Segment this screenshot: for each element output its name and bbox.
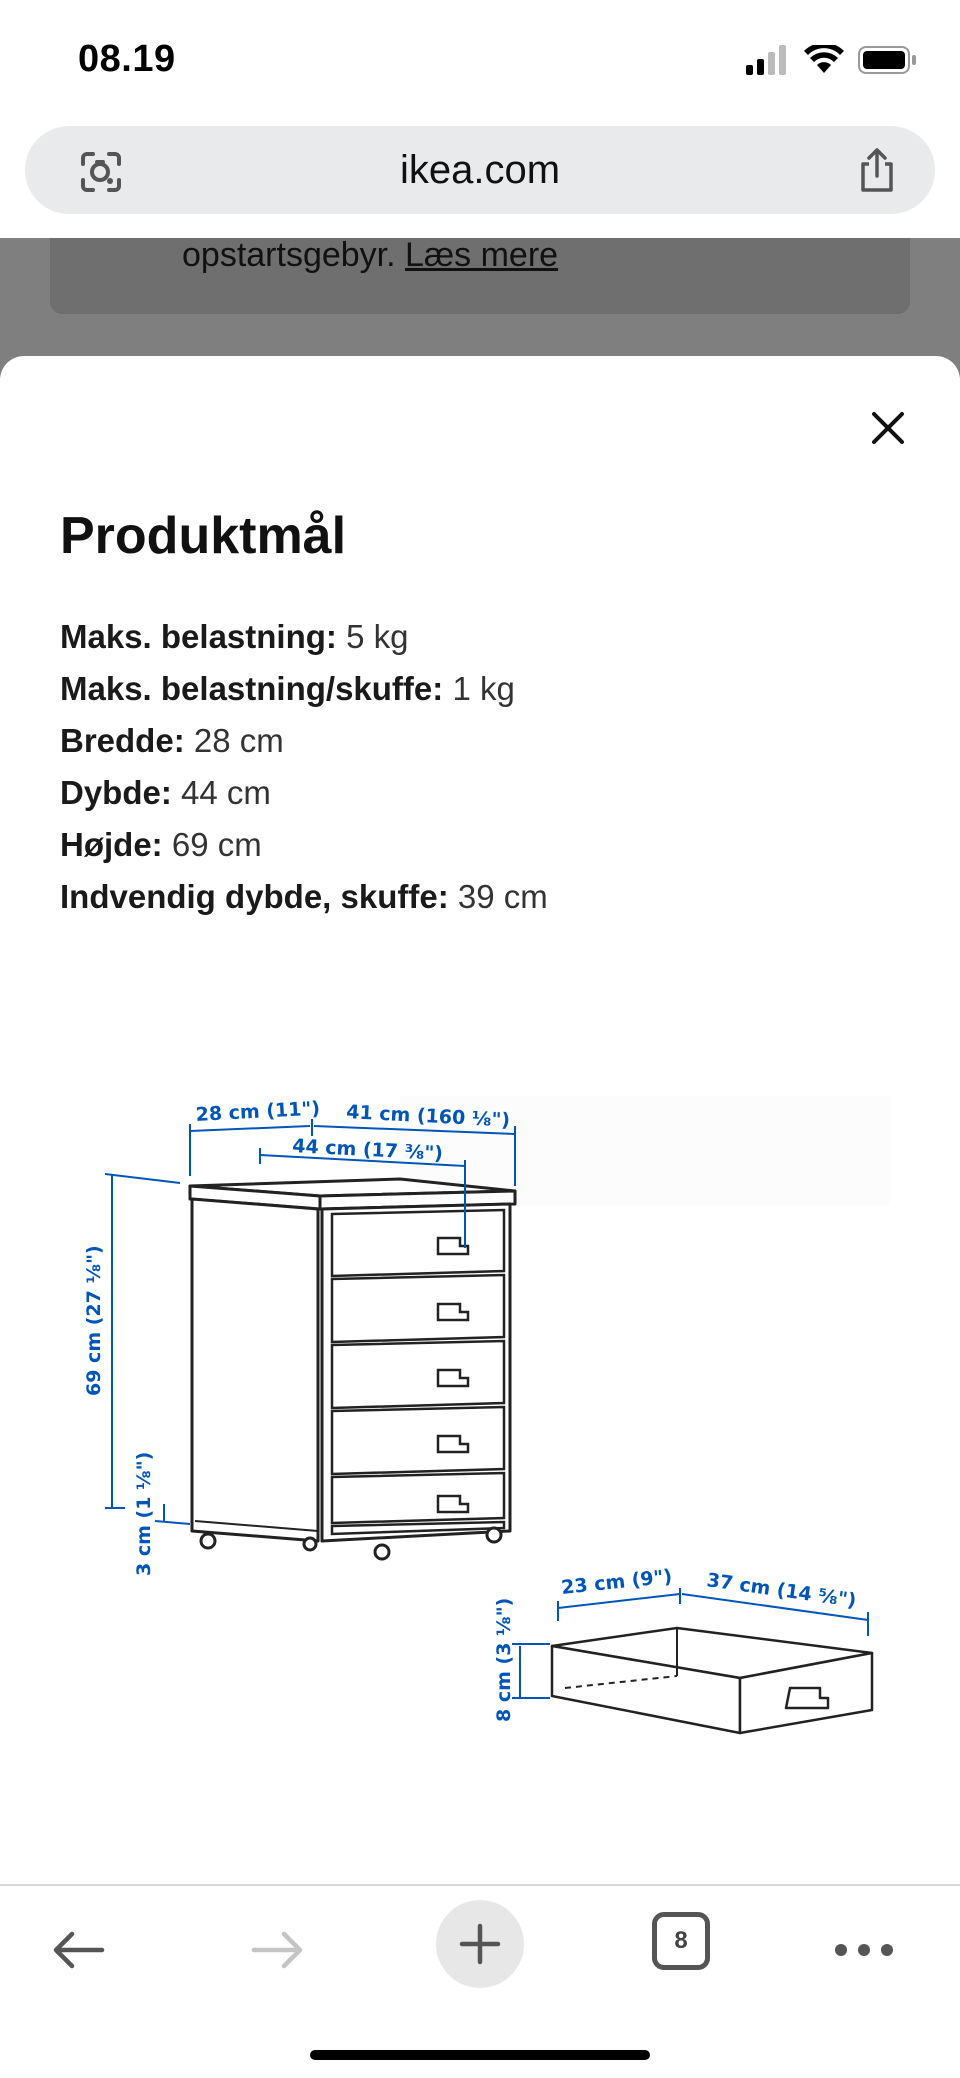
spec-row-max-load [60, 611, 548, 663]
spec-label: Maks. belastning: [60, 618, 337, 655]
spec-row-depth [60, 767, 548, 819]
width-dimension-label: 28 cm (11") [195, 1097, 321, 1126]
spec-value: 28 cm [193, 722, 284, 759]
tab-switcher-button[interactable]: 8 [652, 1912, 710, 1970]
status-bar [0, 0, 960, 120]
browser-toolbar [0, 1886, 960, 2078]
spec-value: 5 kg [346, 618, 409, 655]
spec-value: 44 cm [181, 774, 271, 811]
drawer-width-dimension-label: 23 cm (9") [560, 1565, 674, 1599]
close-icon[interactable] [871, 411, 905, 445]
depth-dimension-label: 41 cm (160 ⅛") [345, 1101, 511, 1132]
spec-label: Maks. belastning/skuffe: [60, 670, 444, 707]
background-page-text [182, 238, 558, 272]
cellular-signal-icon [746, 45, 790, 75]
forward-button[interactable] [228, 1900, 328, 2000]
status-icons [746, 42, 918, 78]
sheet-title: Produktmål [60, 507, 347, 565]
new-tab-button[interactable] [436, 1900, 524, 1988]
product-dimensions-sheet [0, 356, 960, 1884]
home-indicator[interactable] [310, 2050, 650, 2060]
back-arrow-icon[interactable] [50, 1928, 106, 1972]
spec-row-height [60, 819, 548, 871]
close-button[interactable] [860, 400, 916, 456]
product-dimension-diagram [60, 976, 910, 1826]
plus-icon[interactable] [458, 1922, 502, 1966]
more-menu-button[interactable] [814, 1900, 914, 2000]
status-time: 08.19 [78, 38, 176, 80]
spec-label: Bredde: [60, 722, 185, 759]
drawer-height-dimension-label: 8 cm (3 ⅛") [493, 1597, 515, 1722]
total-depth-dimension-label: 44 cm (17 ⅜") [291, 1135, 444, 1165]
forward-arrow-icon[interactable] [250, 1928, 306, 1972]
spec-value: 69 cm [171, 826, 262, 863]
height-dimension-label: 69 cm (27 ⅛") [83, 1245, 105, 1396]
drawer-fronts [332, 1210, 504, 1534]
spec-value: 39 cm [457, 878, 548, 915]
wifi-icon [804, 45, 844, 75]
more-icon[interactable] [834, 1943, 894, 1957]
spec-label: Indvendig dybde, skuffe: [60, 878, 449, 915]
background-text: opstartsgebyr. [182, 236, 396, 274]
single-drawer-illustration [552, 1628, 872, 1733]
share-icon[interactable] [855, 146, 899, 194]
spec-row-max-load-drawer [60, 663, 548, 715]
url-text: ikea.com [399, 148, 561, 192]
spec-list [60, 611, 548, 923]
back-button[interactable] [28, 1900, 128, 2000]
read-more-link[interactable]: Læs mere [405, 236, 559, 274]
spec-label: Højde: [60, 826, 163, 863]
spec-row-inner-depth [60, 871, 548, 923]
spec-row-width [60, 715, 548, 767]
caster-height-dimension-label: 3 cm (1 ⅛") [133, 1451, 155, 1576]
spec-value: 1 kg [452, 670, 515, 707]
spec-label: Dybde: [60, 774, 172, 811]
address-bar[interactable] [25, 126, 935, 214]
drawer-depth-dimension-label: 37 cm (14 ⅝") [705, 1569, 858, 1612]
battery-icon [858, 45, 918, 75]
